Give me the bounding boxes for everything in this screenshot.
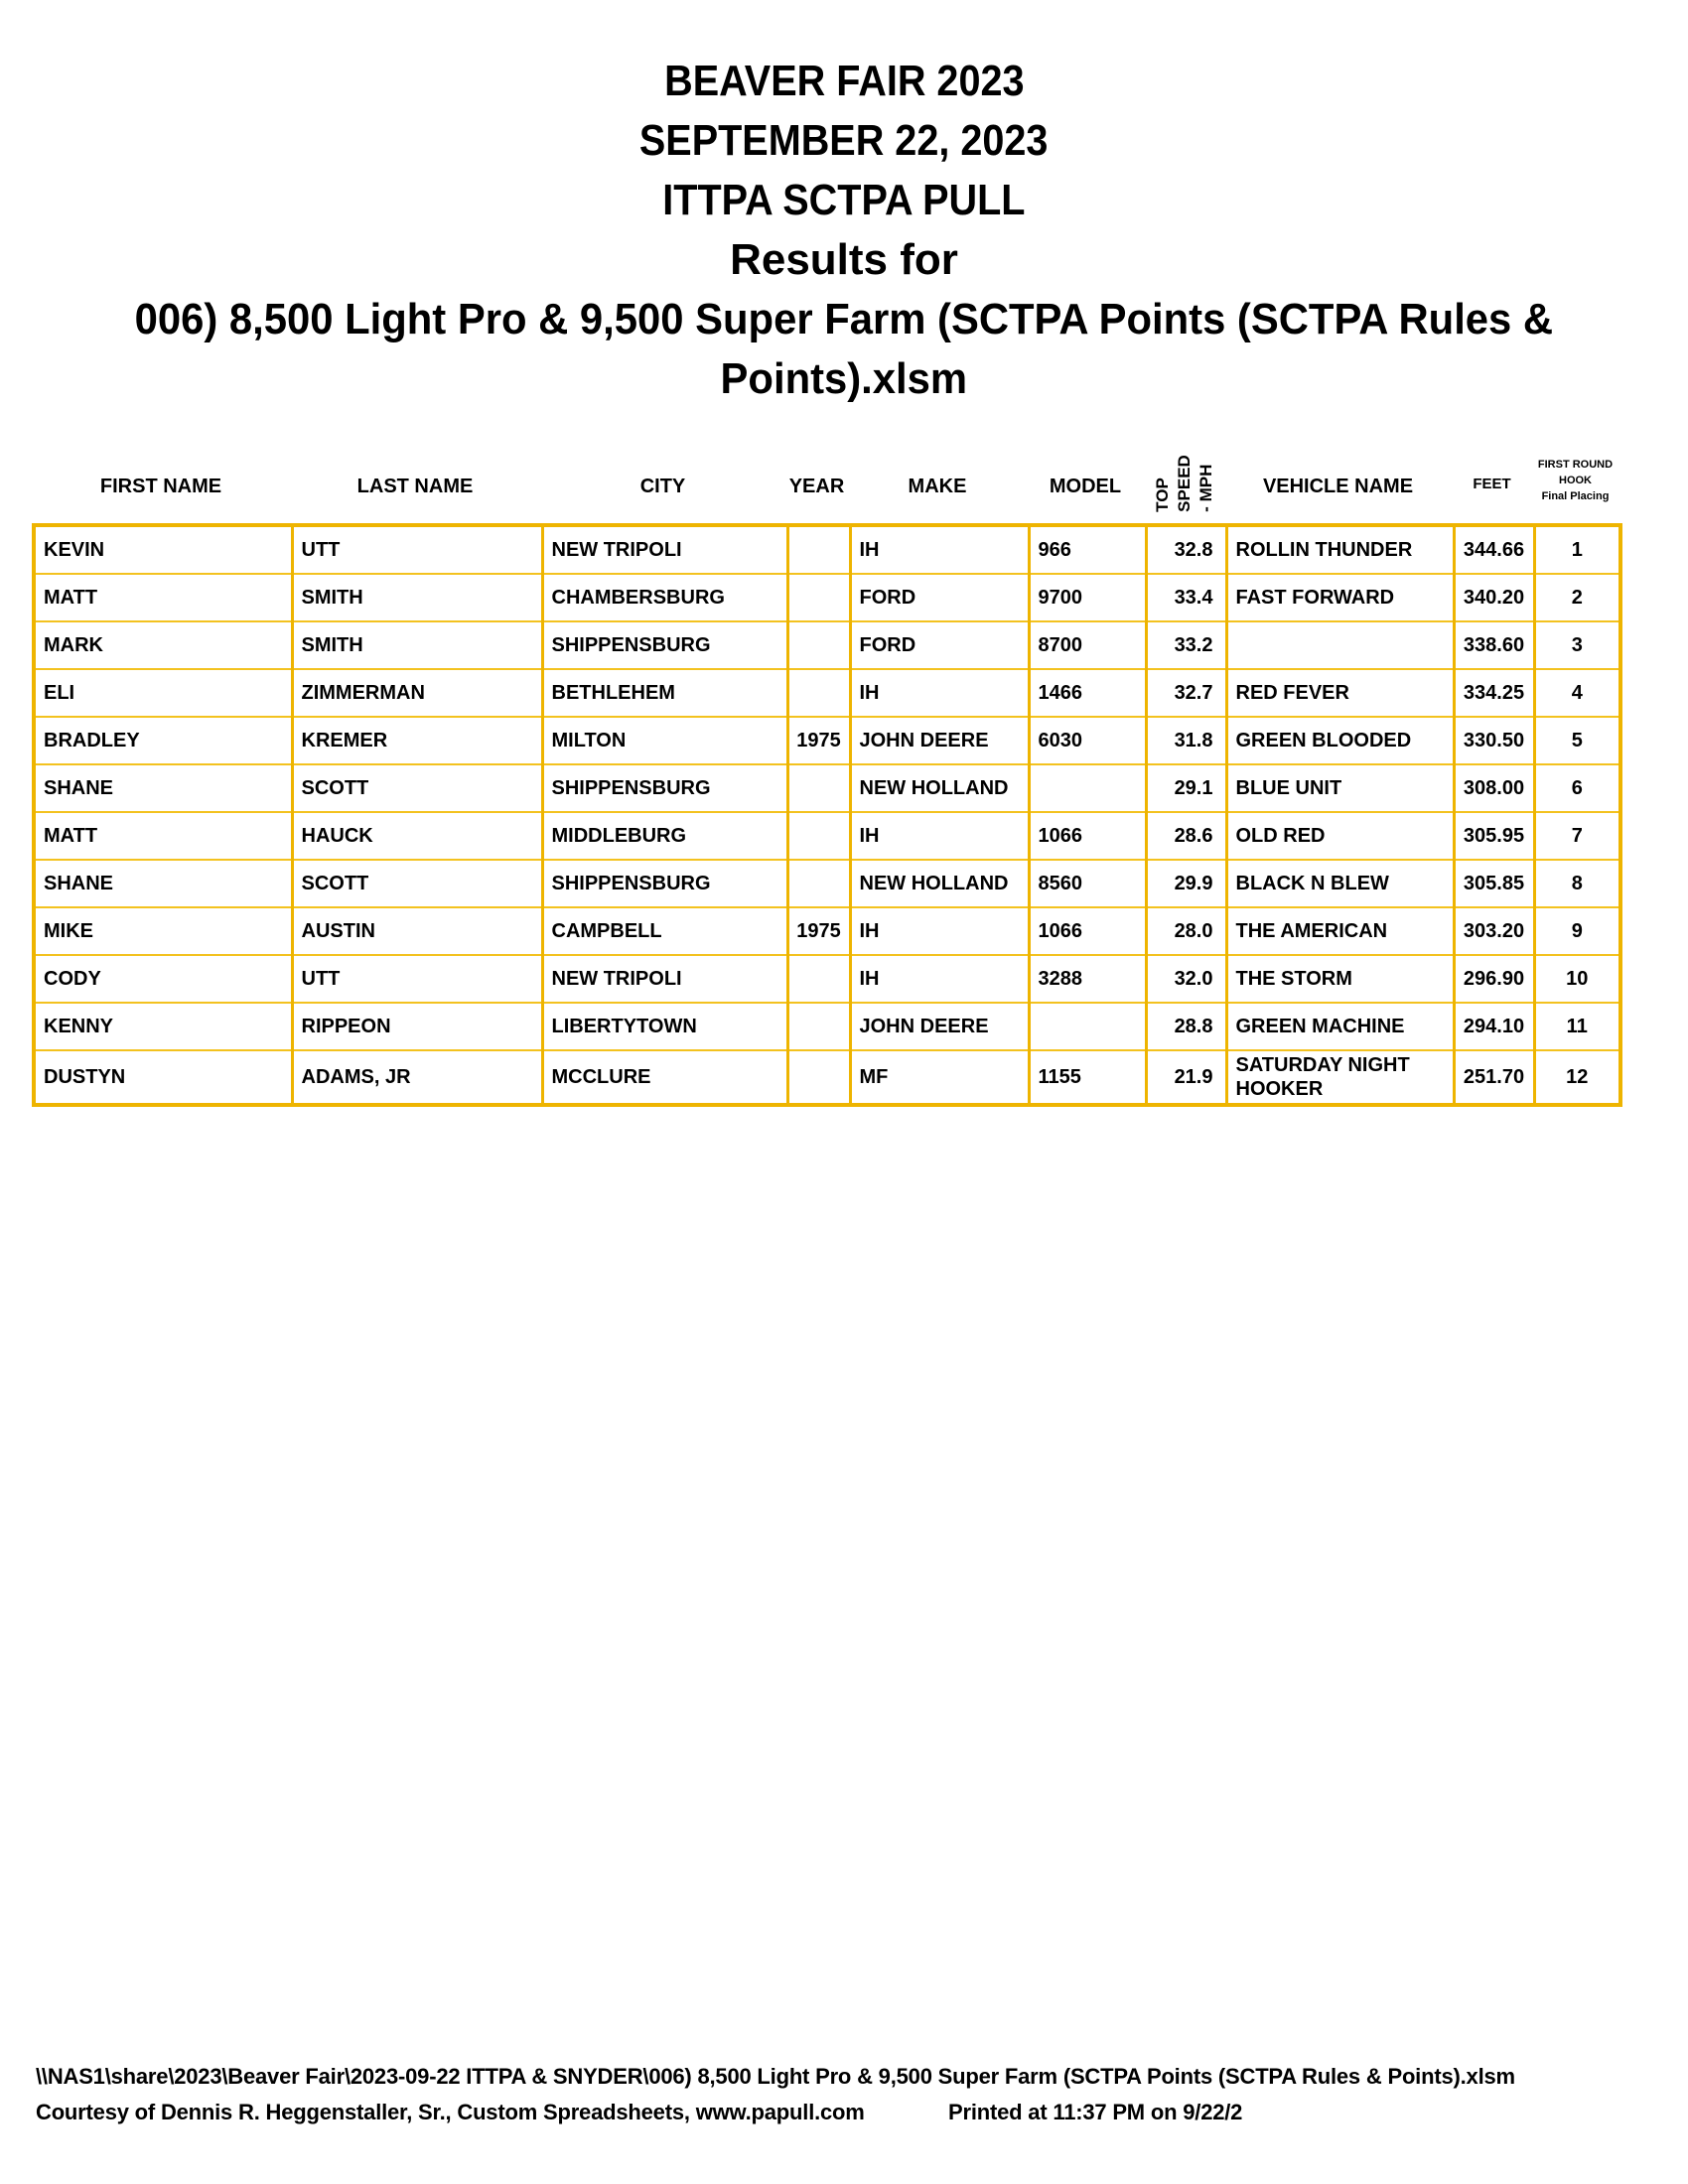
cell-vehicle-name: FAST FORWARD [1226,574,1454,621]
cell-model: 6030 [1029,717,1146,764]
cell-last-name: ADAMS, JR [292,1050,542,1105]
event-date [0,111,1688,171]
table-row [34,860,1620,907]
cell-model: 1066 [1029,907,1146,955]
footer-file-path: \\NAS1\share\2023\Beaver Fair\2023-09-22 ITTPA & SNYDER\006) 8,500 Light Pro & 9,500 Super Farm (SCTPA Points (SCTPA Rules & Points).xlsm [36,2064,1515,2089]
cell-year: 1975 [787,717,850,764]
cell-feet: 305.95 [1454,812,1534,860]
results-filename-line2 [0,349,1688,409]
cell-model: 9700 [1029,574,1146,621]
cell-final-placing: 10 [1534,955,1620,1003]
results-label: Results for [730,235,958,284]
cell-vehicle-name: THE AMERICAN [1226,907,1454,955]
cell-top-speed: 28.0 [1146,907,1226,955]
cell-final-placing: 12 [1534,1050,1620,1105]
cell-city: CHAMBERSBURG [542,574,787,621]
cell-feet: 340.20 [1454,574,1534,621]
cell-year [787,764,850,812]
cell-top-speed: 33.2 [1146,621,1226,669]
table-row [34,1050,1620,1105]
cell-model: 8700 [1029,621,1146,669]
event-date-text: SEPTEMBER 22, 2023 [639,116,1049,165]
table-header-row [32,449,1618,516]
cell-first-name: MARK [34,621,292,669]
results-table-body [34,525,1620,1105]
cell-vehicle-name: BLUE UNIT [1226,764,1454,812]
title-block [0,52,1688,409]
cell-final-placing: 6 [1534,764,1620,812]
cell-first-name: SHANE [34,764,292,812]
cell-year [787,669,850,717]
cell-vehicle-name: ROLLIN THUNDER [1226,525,1454,574]
footer [36,2064,1515,2125]
cell-year: 1975 [787,907,850,955]
col-header-year: YEAR [788,476,845,497]
cell-last-name: SMITH [292,621,542,669]
cell-model: 1155 [1029,1050,1146,1105]
cell-feet: 296.90 [1454,955,1534,1003]
cell-first-name: BRADLEY [34,717,292,764]
cell-top-speed: 28.8 [1146,1003,1226,1050]
col-header-feet: FEET [1473,476,1511,492]
cell-final-placing: 11 [1534,1003,1620,1050]
cell-top-speed: 29.9 [1146,860,1226,907]
cell-year [787,621,850,669]
cell-first-name: KEVIN [34,525,292,574]
hook-header-line2: HOOK [1559,475,1592,486]
cell-last-name: AUSTIN [292,907,542,955]
table-row [34,669,1620,717]
cell-city: MCCLURE [542,1050,787,1105]
cell-last-name: UTT [292,525,542,574]
cell-make: JOHN DEERE [850,1003,1029,1050]
cell-year [787,574,850,621]
cell-first-name: ELI [34,669,292,717]
footer-printed-at: Printed at 11:37 PM on 9/22/2 [948,2100,1243,2124]
cell-city: NEW TRIPOLI [542,955,787,1003]
cell-make: IH [850,955,1029,1003]
cell-vehicle-name: GREEN MACHINE [1226,1003,1454,1050]
cell-top-speed: 32.0 [1146,955,1226,1003]
col-header-first-round-hook [1532,457,1618,516]
cell-city: MILTON [542,717,787,764]
cell-top-speed: 33.4 [1146,574,1226,621]
cell-top-speed: 32.7 [1146,669,1226,717]
cell-top-speed: 31.8 [1146,717,1226,764]
cell-first-name: DUSTYN [34,1050,292,1105]
table-row [34,717,1620,764]
table-row [34,812,1620,860]
cell-last-name: KREMER [292,717,542,764]
cell-vehicle-name: OLD RED [1226,812,1454,860]
cell-city: SHIPPENSBURG [542,860,787,907]
cell-vehicle-name: GREEN BLOODED [1226,717,1454,764]
cell-city: MIDDLEBURG [542,812,787,860]
cell-final-placing: 3 [1534,621,1620,669]
table-row [34,574,1620,621]
cell-final-placing: 1 [1534,525,1620,574]
hook-header-line3: Final Placing [1541,490,1610,502]
cell-feet: 305.85 [1454,860,1534,907]
table-row [34,621,1620,669]
cell-last-name: SCOTT [292,764,542,812]
results-filename-line2-text: Points).xlsm [720,354,968,403]
cell-first-name: MATT [34,812,292,860]
cell-year [787,1003,850,1050]
footer-line2 [36,2100,1515,2125]
table-row [34,907,1620,955]
cell-first-name: CODY [34,955,292,1003]
hook-header-line1: FIRST ROUND [1537,459,1614,471]
cell-make: IH [850,812,1029,860]
cell-first-name: MATT [34,574,292,621]
col-header-city: CITY [639,476,686,497]
cell-make: IH [850,669,1029,717]
cell-final-placing: 9 [1534,907,1620,955]
top-speed-line3: - MPH [1196,464,1215,512]
results-table [32,523,1622,1107]
cell-final-placing: 7 [1534,812,1620,860]
results-filename-line1 [0,290,1688,349]
cell-model [1029,1003,1146,1050]
cell-last-name: SCOTT [292,860,542,907]
cell-top-speed: 29.1 [1146,764,1226,812]
cell-year [787,860,850,907]
cell-make: IH [850,525,1029,574]
table-row [34,764,1620,812]
cell-city: SHIPPENSBURG [542,764,787,812]
cell-model: 966 [1029,525,1146,574]
cell-vehicle-name: SATURDAY NIGHT HOOKER [1226,1050,1454,1105]
col-header-make: MAKE [908,476,967,497]
cell-make: FORD [850,621,1029,669]
cell-make: NEW HOLLAND [850,764,1029,812]
cell-year [787,525,850,574]
cell-vehicle-name: BLACK N BLEW [1226,860,1454,907]
cell-last-name: HAUCK [292,812,542,860]
cell-city: SHIPPENSBURG [542,621,787,669]
cell-make: JOHN DEERE [850,717,1029,764]
cell-last-name: SMITH [292,574,542,621]
cell-feet: 334.25 [1454,669,1534,717]
cell-vehicle-name: RED FEVER [1226,669,1454,717]
cell-year [787,812,850,860]
event-pull-name-text: ITTPA SCTPA PULL [662,176,1026,224]
cell-feet: 294.10 [1454,1003,1534,1050]
cell-city: BETHLEHEM [542,669,787,717]
cell-last-name: UTT [292,955,542,1003]
cell-first-name: SHANE [34,860,292,907]
cell-year [787,1050,850,1105]
col-header-vehicle-name: VEHICLE NAME [1262,476,1414,497]
results-filename-line1-text: 006) 8,500 Light Pro & 9,500 Super Farm (SCTPA Points (SCTPA Rules & [134,295,1554,343]
cell-city: CAMPBELL [542,907,787,955]
cell-model: 3288 [1029,955,1146,1003]
footer-courtesy: Courtesy of Dennis R. Heggenstaller, Sr., Custom Spreadsheets, www.papull.com [36,2100,865,2124]
table-row [34,1003,1620,1050]
cell-final-placing: 5 [1534,717,1620,764]
cell-feet: 308.00 [1454,764,1534,812]
col-header-model: MODEL [1049,476,1122,497]
cell-first-name: MIKE [34,907,292,955]
col-header-top-speed-rotated-text [1151,455,1216,512]
cell-last-name: RIPPEON [292,1003,542,1050]
cell-feet: 303.20 [1454,907,1534,955]
event-title-text: BEAVER FAIR 2023 [663,57,1025,105]
cell-feet: 344.66 [1454,525,1534,574]
cell-first-name: KENNY [34,1003,292,1050]
cell-model [1029,764,1146,812]
cell-model: 1466 [1029,669,1146,717]
cell-top-speed: 32.8 [1146,525,1226,574]
cell-feet: 338.60 [1454,621,1534,669]
cell-vehicle-name [1226,621,1454,669]
cell-city: NEW TRIPOLI [542,525,787,574]
top-speed-line1: TOP [1152,478,1172,512]
top-speed-line2: SPEED [1174,455,1194,512]
col-header-first-name: FIRST NAME [99,476,222,497]
col-header-last-name: LAST NAME [356,476,474,497]
table-row [34,525,1620,574]
table-row [34,955,1620,1003]
cell-make: NEW HOLLAND [850,860,1029,907]
cell-make: FORD [850,574,1029,621]
cell-feet: 330.50 [1454,717,1534,764]
cell-model: 1066 [1029,812,1146,860]
cell-vehicle-name: THE STORM [1226,955,1454,1003]
cell-final-placing: 8 [1534,860,1620,907]
cell-make: MF [850,1050,1029,1105]
cell-feet: 251.70 [1454,1050,1534,1105]
event-title [0,52,1688,111]
cell-top-speed: 28.6 [1146,812,1226,860]
cell-model: 8560 [1029,860,1146,907]
cell-top-speed: 21.9 [1146,1050,1226,1105]
col-header-top-speed [1144,449,1224,516]
cell-make: IH [850,907,1029,955]
cell-city: LIBERTYTOWN [542,1003,787,1050]
cell-last-name: ZIMMERMAN [292,669,542,717]
event-pull-name [0,171,1688,230]
cell-year [787,955,850,1003]
cell-final-placing: 2 [1534,574,1620,621]
cell-final-placing: 4 [1534,669,1620,717]
